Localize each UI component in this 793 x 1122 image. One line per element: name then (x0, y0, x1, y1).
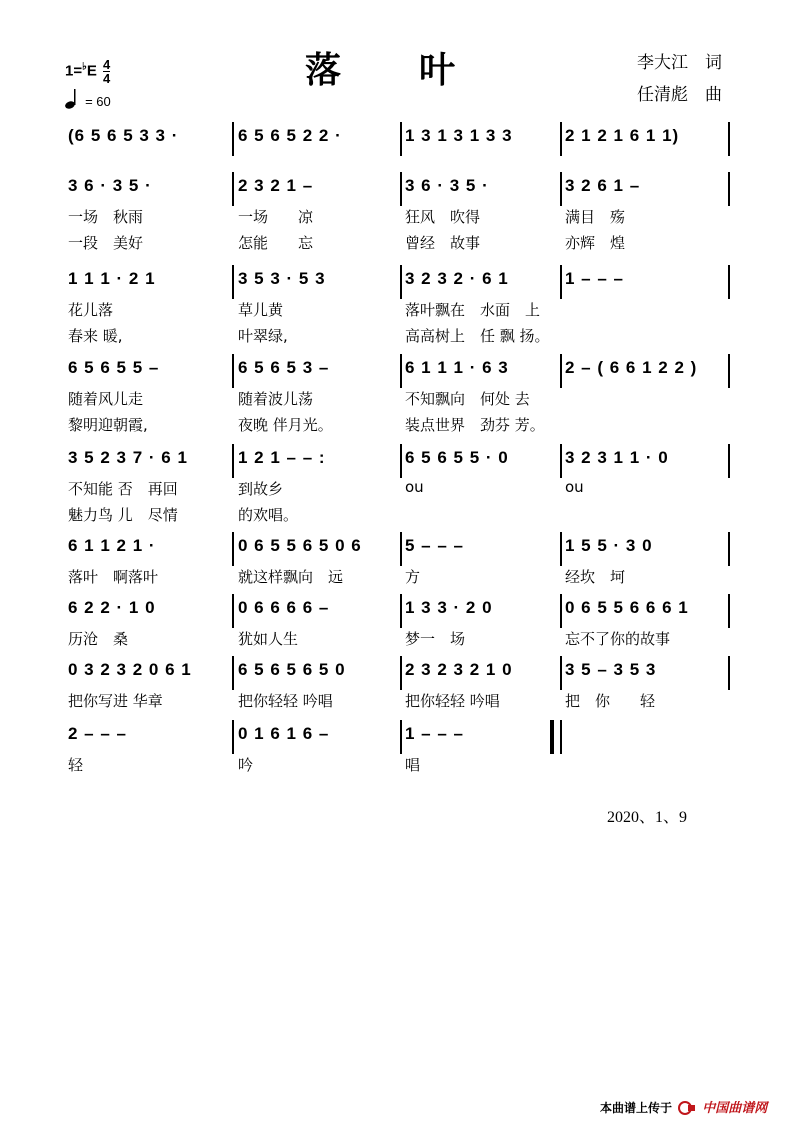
lyric-verse-2: 怎能 忘 (238, 234, 314, 252)
upload-text: 本曲谱上传于 (600, 1101, 673, 1115)
lyric-verse-1: 花儿落 (68, 301, 114, 319)
bar-line (400, 532, 402, 566)
bar-line (728, 532, 730, 566)
measure-notes: 2 3 2 3 2 1 0 (405, 660, 513, 679)
lyric-verse-2: 黎明迎朝霞, (68, 416, 148, 434)
measure-notes: 1 1 1 · 2 1 (68, 269, 156, 288)
lyricist-credit: 李大江 词 (637, 53, 722, 73)
bar-line (560, 265, 562, 299)
lyric-verse-1: 吟 (238, 756, 254, 774)
bar-line (560, 720, 562, 754)
measure-notes: 6 5 6 5 5 – (68, 358, 160, 377)
brand-name[interactable]: 中国曲谱网 (702, 1101, 768, 1116)
lyric-verse-1: 一场 凉 (238, 208, 314, 226)
lyric-verse-1: 落叶飘在 水面 上 (405, 301, 541, 319)
measure-notes: 6 1 1 2 1 · (68, 536, 156, 555)
bar-line (232, 122, 234, 156)
lyric-verse-1: 把 你 轻 (565, 692, 656, 710)
qupu-logo-icon (678, 1101, 696, 1115)
measure-notes: 3 5 2 3 7 · 6 1 (68, 448, 188, 467)
lyric-verse-1: 轻 (68, 756, 84, 774)
lyric-verse-1: ou (565, 478, 584, 496)
measure-notes: 3 5 3 · 5 3 (238, 269, 326, 288)
lyric-verse-1: 满目 殇 (565, 208, 626, 226)
quarter-note-icon (64, 88, 80, 110)
bar-line (400, 594, 402, 628)
time-signature (103, 58, 110, 85)
bar-line (728, 656, 730, 690)
lyric-verse-2: 夜晚 伴月光。 (238, 416, 333, 434)
bar-line (400, 354, 402, 388)
lyric-verse-2: 高高树上 任 飘 扬。 (405, 327, 550, 345)
bar-line (560, 172, 562, 206)
final-bar-line (550, 720, 554, 754)
measure-notes: 6 1 1 1 · 6 3 (405, 358, 509, 377)
composer-credit: 任清彪 曲 (637, 85, 722, 105)
lyric-verse-2: 亦辉 煌 (565, 234, 626, 252)
footer (600, 1097, 767, 1116)
lyric-verse-2: 春来 暖, (68, 327, 123, 345)
bar-line (400, 656, 402, 690)
key-signature (65, 58, 110, 85)
bar-line (400, 122, 402, 156)
measure-notes: 1 5 5 · 3 0 (565, 536, 653, 555)
lyric-verse-2: 的欢唱。 (238, 506, 299, 524)
measure-notes: 0 6 5 5 6 6 6 1 (565, 598, 689, 617)
bar-line (560, 122, 562, 156)
measure-notes: 3 5 – 3 5 3 (565, 660, 657, 679)
lyric-verse-1: 忘不了你的故事 (565, 630, 671, 648)
lyric-verse-1: 方 (405, 568, 421, 586)
lyric-verse-1: 犹如人生 (238, 630, 299, 648)
lyric-verse-1: 不知能 否 再回 (68, 480, 178, 498)
measure-notes: 6 5 6 5 5 · 0 (405, 448, 509, 467)
key-one: 1= (65, 62, 83, 80)
time-bottom: 4 (103, 71, 111, 86)
measure-notes: (6 5 6 5 3 3 · (68, 126, 179, 145)
measure-notes: 3 6 · 3 5 · (405, 176, 489, 195)
measure-notes: 2 3 2 1 – (238, 176, 314, 195)
bar-line (232, 354, 234, 388)
bar-line (728, 265, 730, 299)
page-title: 落 叶 (305, 50, 458, 91)
lyric-verse-1: 唱 (405, 756, 421, 774)
measure-notes: 6 5 6 5 2 2 · (238, 126, 342, 145)
lyric-verse-2: 一段 美好 (68, 234, 144, 252)
lyric-verse-1: 把你轻轻 吟唱 (405, 692, 500, 710)
lyric-verse-1: 就这样飘向 远 (238, 568, 344, 586)
lyric-verse-1: 把你写进 华章 (68, 692, 163, 710)
bar-line (232, 265, 234, 299)
bar-line (232, 720, 234, 754)
lyric-verse-2: 魅力鸟 儿 尽情 (68, 506, 178, 524)
lyric-verse-1: 草儿黄 (238, 301, 284, 319)
lyric-verse-1: 把你轻轻 吟唱 (238, 692, 333, 710)
measure-notes: 0 3 2 3 2 0 6 1 (68, 660, 192, 679)
lyric-verse-1: 落叶 啊落叶 (68, 568, 159, 586)
lyric-verse-1: 经坎 坷 (565, 568, 626, 586)
bar-line (400, 720, 402, 754)
bar-line (232, 656, 234, 690)
measure-notes: 2 – – – (68, 724, 127, 743)
lyric-verse-1: 梦一 场 (405, 630, 466, 648)
bar-line (560, 656, 562, 690)
bar-line (232, 172, 234, 206)
lyric-verse-2: 曾经 故事 (405, 234, 481, 252)
bar-line (232, 594, 234, 628)
tempo-value: = 60 (85, 94, 111, 109)
bar-line (400, 172, 402, 206)
measure-notes: 5 – – – (405, 536, 464, 555)
lyric-verse-1: 历沧 桑 (68, 630, 129, 648)
bar-line (232, 444, 234, 478)
time-top: 4 (103, 57, 111, 72)
lyric-verse-1: 随着波儿荡 (238, 390, 314, 408)
measure-notes: 6 5 6 5 3 – (238, 358, 330, 377)
tempo-marking (64, 88, 111, 108)
lyric-verse-1: ou (405, 478, 424, 496)
bar-line (400, 444, 402, 478)
measure-notes: 3 6 · 3 5 · (68, 176, 152, 195)
bar-line (728, 122, 730, 156)
lyric-verse-1: 一场 秋雨 (68, 208, 144, 226)
lyric-verse-2: 装点世界 劲芬 芳。 (405, 416, 545, 434)
bar-line (560, 444, 562, 478)
bar-line (728, 172, 730, 206)
measure-notes: 3 2 3 1 1 · 0 (565, 448, 669, 467)
measure-notes: 1 2 1 – – : (238, 448, 326, 467)
bar-line (728, 594, 730, 628)
bar-line (560, 594, 562, 628)
measure-notes: 3 2 6 1 – (565, 176, 641, 195)
measure-notes: 0 1 6 1 6 – (238, 724, 330, 743)
measure-notes: 2 – ( 6 6 1 2 2 ) (565, 358, 698, 377)
measure-notes: 1 – – – (565, 269, 624, 288)
bar-line (560, 532, 562, 566)
lyric-verse-2: 叶翠绿, (238, 327, 288, 345)
lyric-verse-1: 不知飘向 何处 去 (405, 390, 530, 408)
flat-sign: ♭ (82, 61, 87, 73)
measure-notes: 2 1 2 1 6 1 1) (565, 126, 680, 145)
key-note: E (86, 62, 97, 80)
bar-line (728, 354, 730, 388)
bar-line (400, 265, 402, 299)
bar-line (560, 354, 562, 388)
date: 2020、1、9 (607, 809, 688, 826)
measure-notes: 0 6 6 6 6 – (238, 598, 330, 617)
lyric-verse-1: 狂风 吹得 (405, 208, 481, 226)
measure-notes: 0 6 5 5 6 5 0 6 (238, 536, 362, 555)
measure-notes: 6 5 6 5 6 5 0 (238, 660, 346, 679)
lyric-verse-1: 到故乡 (238, 480, 284, 498)
measure-notes: 1 – – – (405, 724, 464, 743)
measure-notes: 6 2 2 · 1 0 (68, 598, 156, 617)
measure-notes: 1 3 3 · 2 0 (405, 598, 493, 617)
bar-line (728, 444, 730, 478)
lyric-verse-1: 随着风儿走 (68, 390, 144, 408)
measure-notes: 3 2 3 2 · 6 1 (405, 269, 509, 288)
measure-notes: 1 3 1 3 1 3 3 (405, 126, 513, 145)
bar-line (232, 532, 234, 566)
